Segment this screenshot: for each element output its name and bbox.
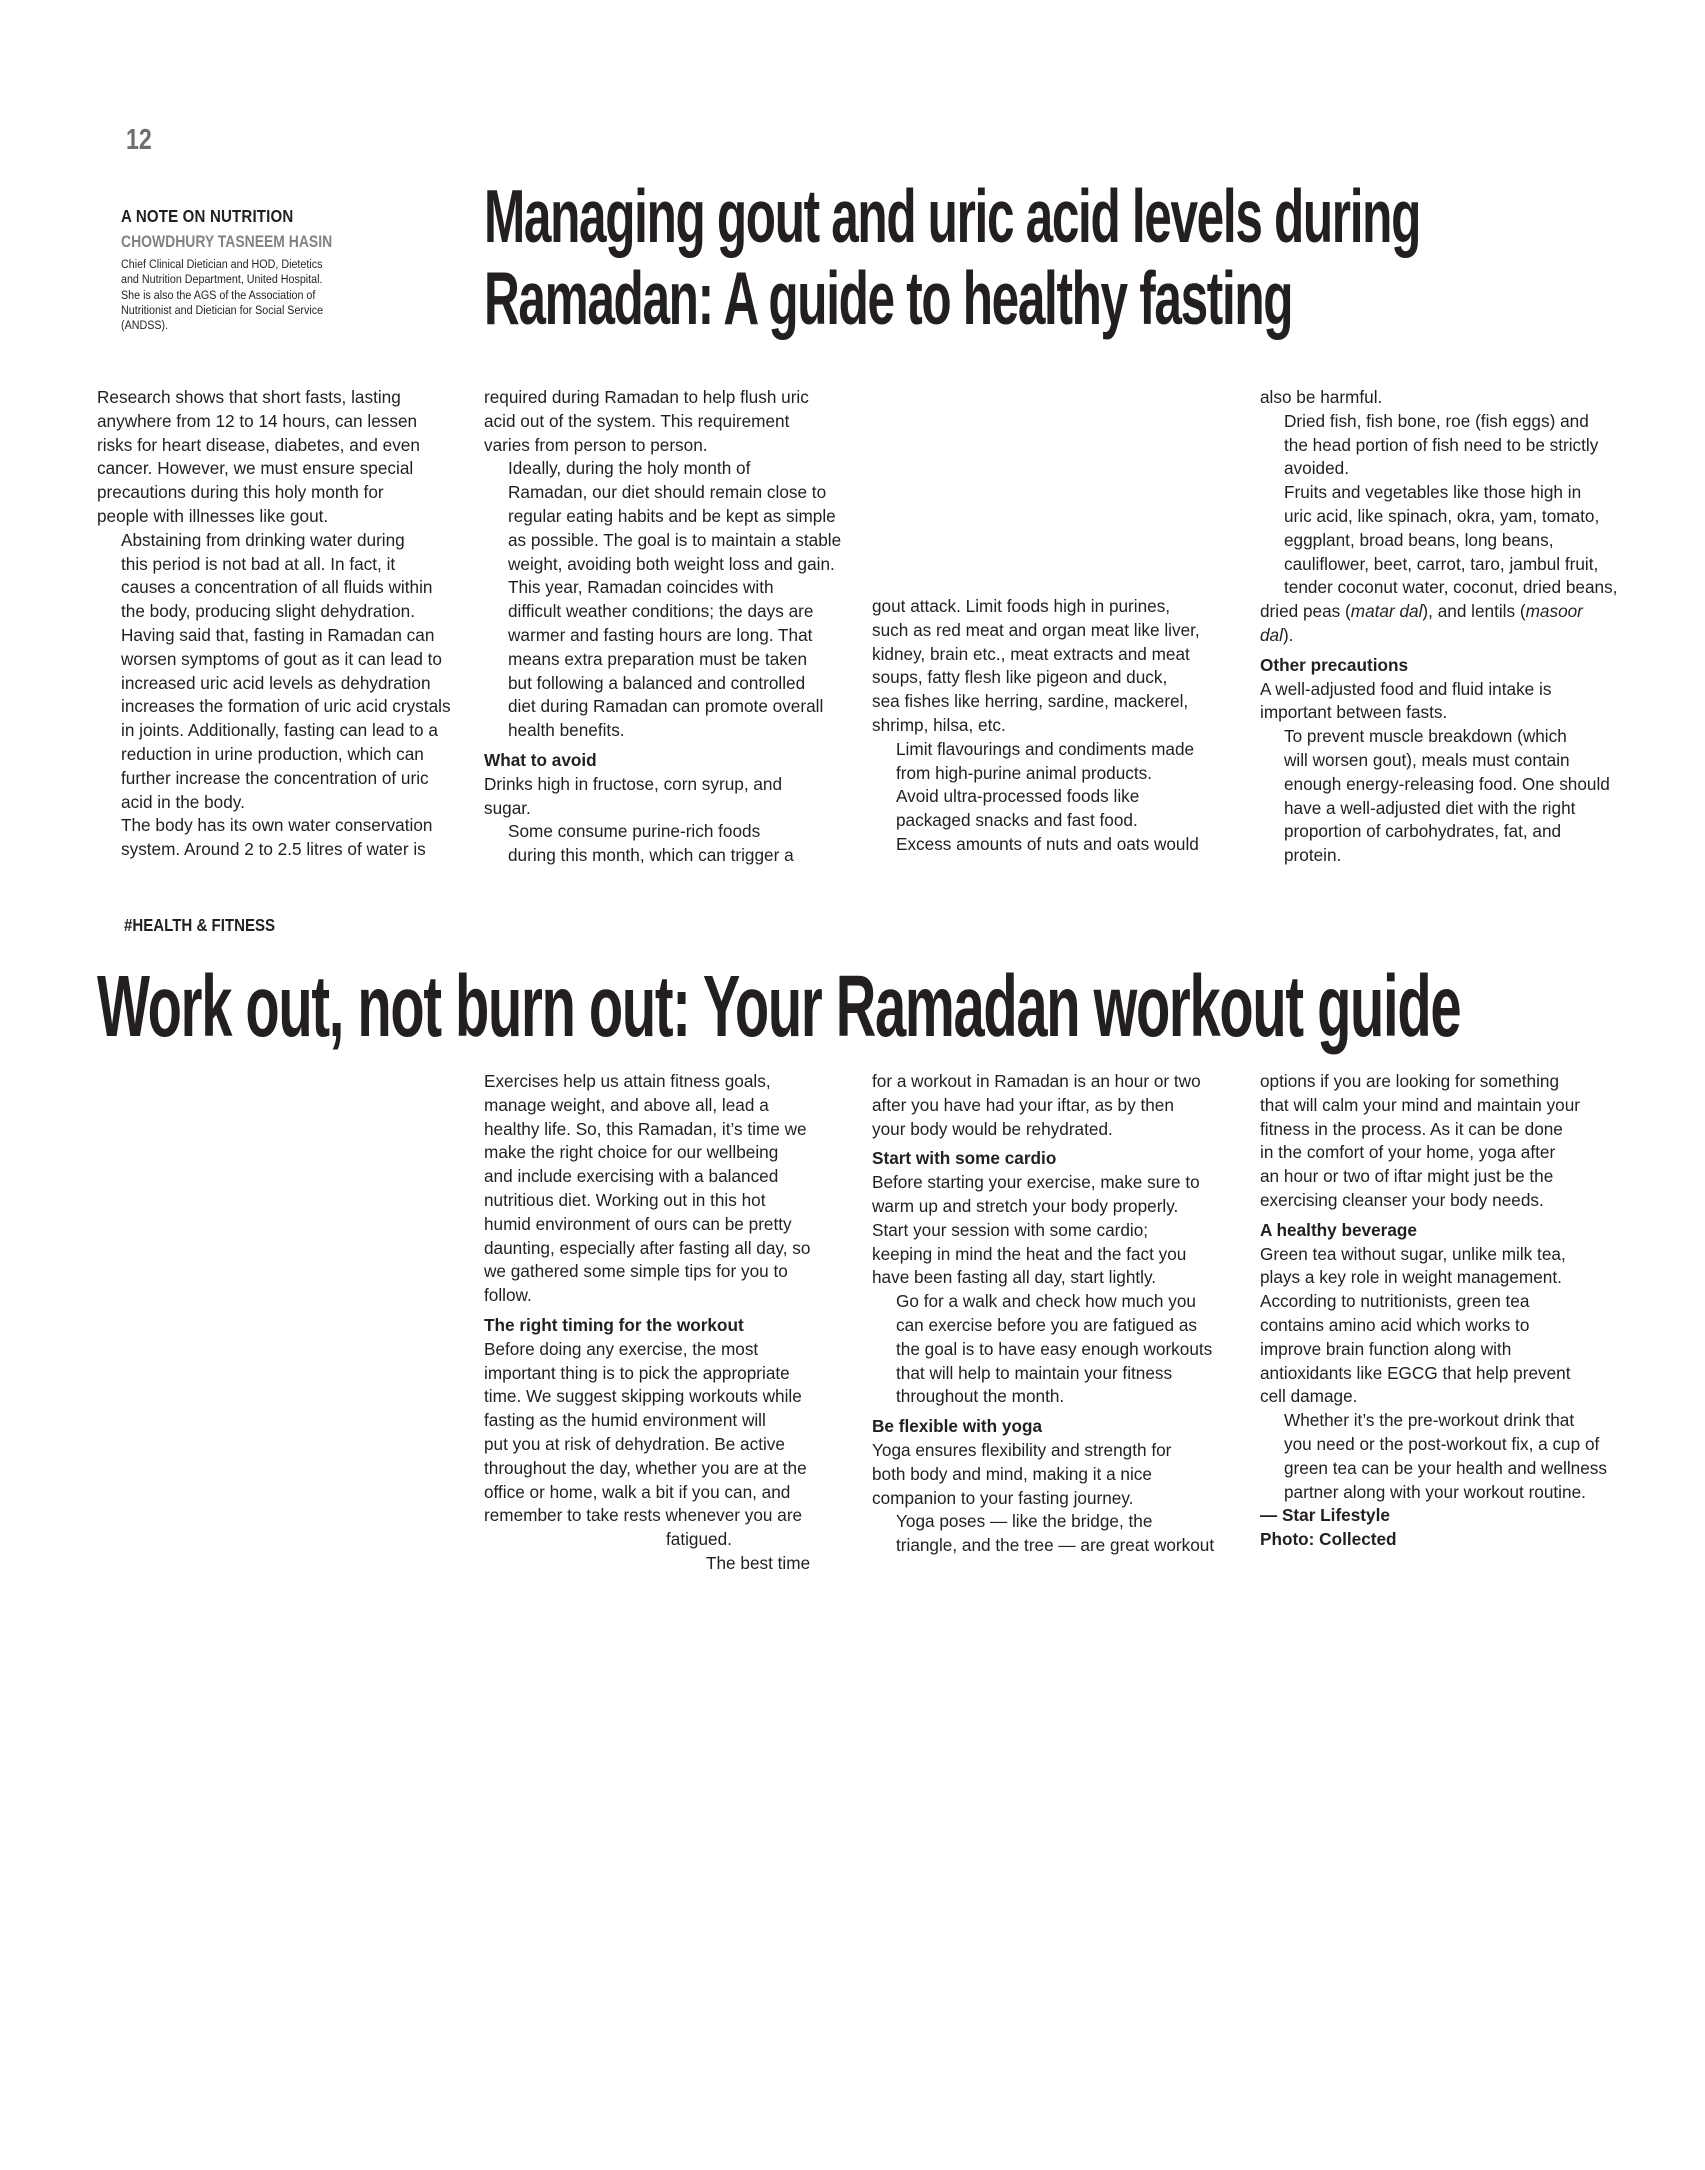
- article1-column-1: [97, 386, 477, 862]
- subheading: What to avoid: [484, 749, 597, 770]
- paragraph-tail: fatigued.: [666, 1529, 732, 1550]
- text-line: Go for a walk and check how much you: [896, 1291, 1196, 1312]
- text-line: risks for heart disease, diabetes, and even: [97, 434, 420, 455]
- subheading: Be flexible with yoga: [872, 1416, 1043, 1437]
- author-name: CHOWDHURY TASNEEM HASIN: [121, 232, 333, 251]
- subheading: The right timing for the workout: [484, 1314, 744, 1335]
- article2-column-2: [484, 1070, 864, 1576]
- paragraph: [1260, 1409, 1640, 1504]
- text-line: Green tea without sugar, unlike milk tea,: [1260, 1243, 1566, 1264]
- text-line: worsen symptoms of gout as it can lead to: [121, 648, 442, 669]
- paragraph: [872, 1070, 1252, 1141]
- paragraph: [484, 773, 864, 821]
- text-line: warmer and fasting hours are long. That: [508, 624, 813, 645]
- text-line: cell damage.: [1260, 1386, 1358, 1407]
- paragraph: [97, 386, 477, 529]
- article-headline: [484, 175, 1420, 339]
- article1-column-3: [872, 595, 1252, 857]
- text-line: throughout the month.: [896, 1386, 1065, 1407]
- paragraph: [872, 738, 1252, 786]
- text-line: reduction in urine production, which can: [121, 743, 424, 764]
- text-line: during this month, which can trigger a: [508, 845, 794, 866]
- text-line: the goal is to have easy enough workouts: [896, 1338, 1213, 1359]
- text-line: this period is not bad at all. In fact, it: [121, 553, 396, 574]
- subheading: Other precautions: [1260, 654, 1409, 675]
- paragraph: [484, 820, 864, 868]
- text-line: eggplant, broad beans, long beans,: [1284, 529, 1554, 550]
- text-line: To prevent muscle breakdown (which: [1284, 726, 1567, 747]
- article2-column-3: [872, 1070, 1252, 1558]
- paragraph: [1260, 725, 1640, 868]
- subheading: Start with some cardio: [872, 1148, 1057, 1169]
- text-line: acid in the body.: [121, 791, 245, 812]
- text-line: in the comfort of your home, yoga after: [1260, 1142, 1556, 1163]
- article2-column-4: [1260, 1070, 1640, 1552]
- text-line: Research shows that short fasts, lasting: [97, 387, 401, 407]
- text-line: humid environment of ours can be pretty: [484, 1213, 792, 1234]
- text-line: Start your session with some cardio;: [872, 1219, 1149, 1240]
- text-line: Ramadan: A guide to healthy fasting: [484, 256, 1293, 340]
- text-line: important thing is to pick the appropriate: [484, 1362, 790, 1383]
- text-line: you need or the post-workout fix, a cup of: [1284, 1433, 1600, 1454]
- text-line: fitness in the process. As it can be done: [1260, 1118, 1563, 1139]
- paragraph: [872, 595, 1252, 738]
- photo-credit: Photo: Collected: [1260, 1529, 1397, 1550]
- text-line: and include exercising with a balanced: [484, 1166, 779, 1187]
- text-line: nutritious diet. Working out in this hot: [484, 1189, 766, 1210]
- text-line: both body and mind, making it a nice: [872, 1463, 1152, 1484]
- text-line: partner along with your workout routine.: [1284, 1481, 1586, 1502]
- text-line: increases the formation of uric acid crystals: [121, 696, 451, 717]
- text-line: Whether it’s the pre-workout drink that: [1284, 1410, 1575, 1431]
- text-line: difficult weather conditions; the days are: [508, 601, 814, 622]
- paragraph: [1260, 678, 1640, 726]
- paragraph: [872, 1290, 1252, 1409]
- paragraph: [484, 386, 864, 457]
- text-line: office or home, walk a bit if you can, and: [484, 1481, 791, 1502]
- text-line: Abstaining from drinking water during: [121, 529, 405, 550]
- text-line: According to nutritionists, green tea: [1260, 1291, 1530, 1312]
- text-line: Yoga poses — like the bridge, the: [896, 1511, 1153, 1532]
- paragraph: [484, 1070, 864, 1308]
- text-line: means extra preparation must be taken: [508, 648, 808, 669]
- text-line: Managing gout and uric acid levels during: [484, 174, 1421, 258]
- text-line: options if you are looking for something: [1260, 1071, 1560, 1091]
- text-line: packaged snacks and fast food.: [896, 810, 1138, 831]
- text-line: fasting as the humid environment will: [484, 1410, 766, 1431]
- text-line: for a workout in Ramadan is an hour or two: [872, 1071, 1201, 1091]
- text-line: This year, Ramadan coincides with: [508, 577, 774, 598]
- text-line: improve brain function along with: [1260, 1338, 1512, 1359]
- text-line: triangle, and the tree — are great workout: [896, 1535, 1215, 1556]
- article1-column-4: [1260, 386, 1640, 868]
- text-line: also be harmful.: [1260, 387, 1383, 407]
- text-line: warm up and stretch your body properly.: [872, 1195, 1179, 1216]
- text-line: have a well-adjusted diet with the right: [1284, 797, 1576, 818]
- text-line: Having said that, fasting in Ramadan can: [121, 624, 435, 645]
- text-line: system. Around 2 to 2.5 litres of water is: [121, 839, 426, 860]
- text-line: kidney, brain etc., meat extracts and meat: [872, 643, 1190, 664]
- paragraph: [1260, 1243, 1640, 1410]
- text-line: health benefits.: [508, 720, 625, 741]
- text-line: Chief Clinical Dietician and HOD, Dietetics: [121, 257, 323, 271]
- text-line: remember to take rests whenever you are: [484, 1505, 803, 1526]
- text-line: gout attack. Limit foods high in purines,: [872, 596, 1171, 616]
- author-bio: [121, 257, 341, 333]
- text-line: follow.: [484, 1285, 532, 1306]
- paragraph: [97, 814, 477, 862]
- text-line: causes a concentration of all fluids within: [121, 577, 433, 598]
- article1-column-2: [484, 386, 864, 868]
- text-line: from high-purine animal products.: [896, 762, 1153, 783]
- paragraph: [1260, 1070, 1640, 1213]
- paragraph: [872, 1510, 1252, 1558]
- text-line: weight, avoiding both weight loss and gain.: [508, 553, 835, 574]
- paragraph: [872, 833, 1252, 857]
- text-line: tender coconut water, coconut, dried beans,: [1284, 577, 1618, 598]
- text-line: Dried fish, fish bone, roe (fish eggs) and: [1284, 410, 1589, 431]
- text-line: (ANDSS).: [121, 318, 169, 333]
- text-line: Before starting your exercise, make sure to: [872, 1172, 1200, 1193]
- text-line: we gathered some simple tips for you to: [484, 1261, 788, 1282]
- text-line: uric acid, like spinach, okra, yam, tomato,: [1284, 505, 1600, 526]
- text-line: people with illnesses like gout.: [97, 505, 329, 526]
- text-line: diet during Ramadan can promote overall: [508, 696, 824, 717]
- text-line: Fruits and vegetables like those high in: [1284, 482, 1582, 503]
- paragraph: [484, 1338, 864, 1528]
- paragraph: [1260, 481, 1640, 648]
- text-line: as possible. The goal is to maintain a stable: [508, 529, 842, 550]
- text-line: Exercises help us attain fitness goals,: [484, 1071, 771, 1091]
- text-line: varies from person to person.: [484, 434, 708, 455]
- text-line: regular eating habits and be kept as simple: [508, 505, 836, 526]
- text-line: can exercise before you are fatigued as: [896, 1314, 1197, 1335]
- text-line: cancer. However, we must ensure special: [97, 458, 414, 479]
- text-line: required during Ramadan to help flush uric: [484, 387, 809, 407]
- text-line: avoided.: [1284, 458, 1349, 479]
- text-line: Before doing any exercise, the most: [484, 1338, 759, 1359]
- text-line: protein.: [1284, 845, 1342, 866]
- text-line: precautions during this holy month for: [97, 482, 384, 503]
- text-line: increased uric acid levels as dehydration: [121, 672, 431, 693]
- section-tag: #HEALTH & FITNESS: [124, 915, 276, 935]
- text-line: A well-adjusted food and fluid intake is: [1260, 678, 1552, 699]
- section-kicker: A NOTE ON NUTRITION: [121, 206, 294, 226]
- text-line: the body, producing slight dehydration.: [121, 601, 415, 622]
- subheading: A healthy beverage: [1260, 1219, 1417, 1240]
- text-line: time. We suggest skipping workouts while: [484, 1386, 802, 1407]
- paragraph: [1260, 386, 1640, 410]
- page-number: 12: [126, 124, 152, 156]
- text-line: Ramadan, our diet should remain close to: [508, 482, 827, 503]
- paragraph: [872, 785, 1252, 833]
- text-line: that will help to maintain your fitness: [896, 1362, 1173, 1383]
- text-line: in joints. Additionally, fasting can lead to a: [121, 720, 438, 741]
- text-line: throughout the day, whether you are at the: [484, 1457, 807, 1478]
- paragraph: [872, 1439, 1252, 1510]
- text-line: and Nutrition Department, United Hospital.: [121, 272, 323, 287]
- text-line: acid out of the system. This requirement: [484, 410, 790, 431]
- text-line: your body would be rehydrated.: [872, 1118, 1113, 1139]
- text-line: manage weight, and above all, lead a: [484, 1094, 769, 1115]
- text-line: The body has its own water conservation: [121, 815, 433, 836]
- paragraph: [484, 576, 864, 743]
- text-line: exercising cleanser your body needs.: [1260, 1189, 1544, 1210]
- text-line: proportion of carbohydrates, fat, and: [1284, 821, 1562, 842]
- text-line: Excess amounts of nuts and oats would: [896, 833, 1199, 854]
- text-line: Ideally, during the holy month of: [508, 458, 751, 479]
- text-line: Avoid ultra-processed foods like: [896, 786, 1140, 807]
- paragraph: [1260, 410, 1640, 481]
- text-line: plays a key role in weight management.: [1260, 1267, 1562, 1288]
- text-line: cauliflower, beet, carrot, taro, jambul fruit,: [1284, 553, 1599, 574]
- text-line: have been fasting all day, start lightly.: [872, 1267, 1157, 1288]
- text-line: make the right choice for our wellbeing: [484, 1142, 779, 1163]
- text-line: after you have had your iftar, as by then: [872, 1094, 1174, 1115]
- text-line: sea fishes like herring, sardine, mackerel,: [872, 691, 1189, 712]
- text-line: She is also the AGS of the Association of: [121, 287, 316, 302]
- article-headline: Work out, not burn out: Your Ramadan workout guide: [97, 958, 1461, 1055]
- text-line: Some consume purine-rich foods: [508, 821, 761, 842]
- paragraph: [484, 457, 864, 576]
- text-line: important between fasts.: [1260, 702, 1448, 723]
- paragraph: [872, 1171, 1252, 1290]
- text-line: dal).: [1260, 624, 1294, 645]
- text-line: but following a balanced and controlled: [508, 672, 806, 693]
- text-line: antioxidants like EGCG that help prevent: [1260, 1362, 1571, 1383]
- text-line: companion to your fasting journey.: [872, 1487, 1134, 1508]
- text-line: anywhere from 12 to 14 hours, can lessen: [97, 410, 418, 431]
- text-line: sugar.: [484, 797, 531, 818]
- text-line: daunting, especially after fasting all day, so: [484, 1237, 811, 1258]
- text-line: contains amino acid which works to: [1260, 1314, 1530, 1335]
- text-line: Nutritionist and Dietician for Social Service: [121, 302, 324, 317]
- text-line: put you at risk of dehydration. Be active: [484, 1433, 785, 1454]
- text-line: the head portion of fish need to be strictly: [1284, 434, 1599, 455]
- text-line: dried peas (matar dal), and lentils (masoor: [1260, 601, 1583, 622]
- text-line: will worsen gout), meals must contain: [1284, 749, 1570, 770]
- paragraph: The best time: [706, 1552, 811, 1573]
- text-line: soups, fatty flesh like pigeon and duck,: [872, 667, 1168, 688]
- paragraph: [97, 529, 477, 815]
- text-line: shrimp, hilsa, etc.: [872, 714, 1006, 735]
- text-line: further increase the concentration of uric: [121, 767, 429, 788]
- text-line: such as red meat and organ meat like liver,: [872, 619, 1200, 640]
- text-line: green tea can be your health and wellness: [1284, 1457, 1607, 1478]
- text-line: Yoga ensures flexibility and strength for: [872, 1439, 1172, 1460]
- byline: — Star Lifestyle: [1260, 1505, 1390, 1526]
- text-line: that will calm your mind and maintain your: [1260, 1094, 1581, 1115]
- text-line: keeping in mind the heat and the fact you: [872, 1243, 1187, 1264]
- text-line: an hour or two of iftar might just be the: [1260, 1166, 1554, 1187]
- text-line: Drinks high in fructose, corn syrup, and: [484, 773, 783, 794]
- text-line: healthy life. So, this Ramadan, it’s time we: [484, 1118, 807, 1139]
- text-line: Limit flavourings and condiments made: [896, 738, 1195, 759]
- text-line: enough energy-releasing food. One should: [1284, 773, 1610, 794]
